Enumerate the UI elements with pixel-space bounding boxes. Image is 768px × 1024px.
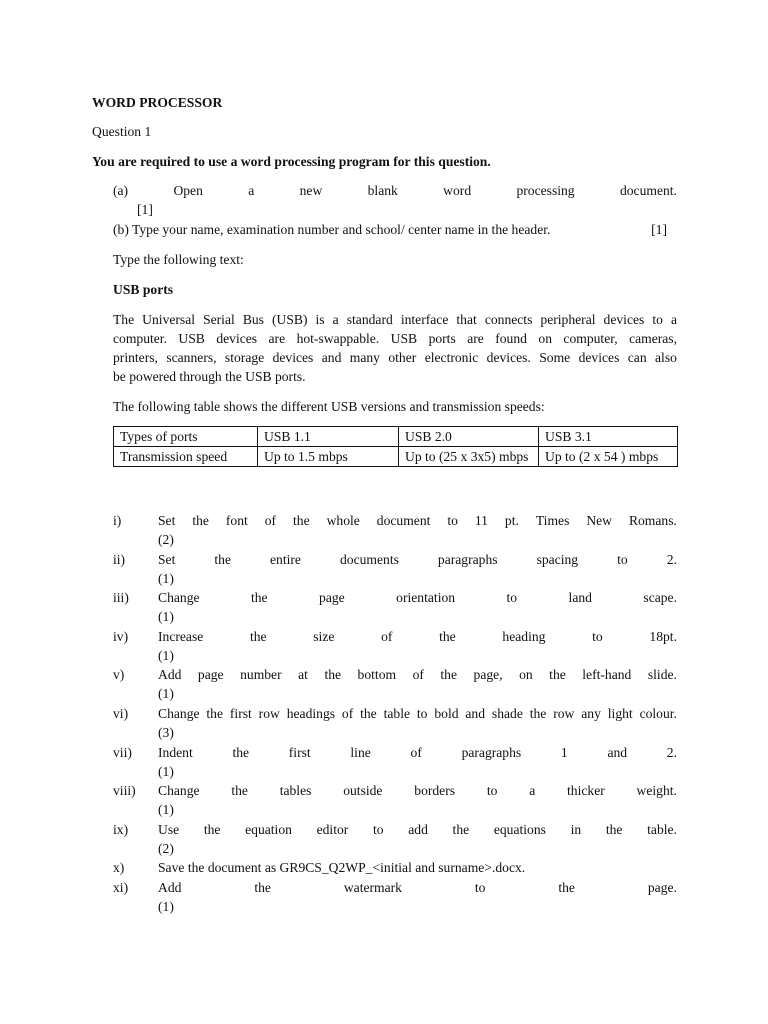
word: other (388, 350, 417, 365)
word: documents (339, 551, 399, 567)
task-item (113, 781, 677, 820)
word: bottom (357, 667, 397, 683)
word: of (412, 667, 424, 683)
word: devices (272, 350, 314, 365)
task-list (113, 511, 677, 917)
word: found (495, 331, 527, 346)
word: connects (484, 312, 533, 327)
paragraph-line (113, 310, 677, 329)
word: Set (158, 551, 176, 567)
word: left-hand (582, 667, 632, 683)
word: document (376, 513, 431, 528)
word: the (206, 705, 224, 721)
word: Add (158, 667, 182, 683)
word: 2. (666, 744, 677, 760)
word: devices (603, 312, 645, 327)
task-text (158, 820, 677, 858)
word: are (268, 331, 286, 346)
task-text: Save the document as GR9CS_Q2WP_<initial and surname>.docx. (158, 860, 526, 876)
word: page (197, 667, 224, 683)
word: computer. (113, 331, 167, 346)
word: Indent (158, 744, 193, 760)
word: page (319, 590, 345, 606)
table-cell: Transmission speed (114, 447, 258, 467)
task-item (113, 550, 677, 589)
word: row (258, 705, 280, 721)
table-caption: The following table shows the different USB versions and transmission speeds: (113, 399, 545, 414)
task-item (113, 665, 677, 704)
word: thicker (567, 783, 605, 799)
paragraph-line (113, 348, 677, 367)
table-cell: USB 1.1 (258, 427, 399, 447)
word: line (350, 744, 371, 760)
task-text (158, 627, 677, 665)
word: to (617, 551, 628, 567)
word: of (264, 513, 277, 528)
word: equations (493, 821, 546, 837)
word: the (231, 783, 248, 799)
task-marks: (3) (158, 724, 174, 740)
word: shade (491, 705, 523, 721)
paragraph-line (113, 329, 677, 348)
word: to (506, 590, 518, 606)
table-cell: Up to (25 x 3x5) mbps (399, 447, 539, 467)
word: in (570, 821, 582, 837)
word: Some (539, 350, 571, 365)
word: table. (647, 821, 677, 837)
table-cell: Up to 1.5 mbps (258, 447, 399, 467)
word: Add (158, 879, 182, 895)
word: to (486, 783, 498, 799)
word: the (250, 590, 268, 606)
word: spacing (536, 551, 579, 567)
word: a (332, 312, 339, 327)
part-b (113, 220, 677, 239)
part-a (113, 181, 677, 219)
word: number (240, 667, 282, 683)
word: the (254, 879, 271, 895)
word: the (360, 705, 377, 721)
word: paragraphs (461, 744, 522, 760)
part-a-word: Open (173, 183, 203, 198)
word: first (288, 744, 311, 760)
word: the (324, 667, 342, 683)
word: USB (178, 331, 205, 346)
task-number: iv) (113, 628, 129, 644)
word: devices (578, 350, 620, 365)
question-label: Question 1 (92, 124, 152, 139)
word: USB (390, 331, 418, 346)
word: and (607, 744, 628, 760)
table-cell: Up to (2 x 54 ) mbps (539, 447, 678, 467)
word: is (315, 312, 325, 327)
task-text (158, 878, 677, 916)
task-marks: (1) (158, 647, 174, 663)
word: the (293, 513, 310, 528)
word: Change (158, 590, 200, 606)
part-a-word: blank (367, 183, 398, 198)
part-a-word: document. (619, 183, 677, 198)
word: printers, (113, 350, 158, 365)
word: can (627, 350, 647, 365)
word: Times (535, 513, 570, 528)
task-number: ix) (113, 821, 129, 837)
word: land (568, 590, 592, 606)
word: 11 (474, 513, 488, 528)
word: and (321, 350, 342, 365)
part-a-label: (a) (113, 183, 129, 198)
word: Romans. (628, 513, 677, 528)
task-text (158, 704, 677, 742)
word: font (225, 513, 248, 528)
word: the (558, 879, 575, 895)
part-a-word: word (443, 183, 472, 198)
paragraph-line: be powered through the USB ports. (113, 369, 306, 384)
word: first (229, 705, 252, 721)
task-number: v) (113, 667, 125, 683)
word: the (232, 744, 250, 760)
word: on (538, 331, 552, 346)
word: size (313, 628, 335, 644)
word: heading (502, 628, 546, 644)
part-a-line (113, 181, 677, 200)
task-number: ii) (113, 551, 126, 567)
usb-paragraph (113, 310, 677, 386)
word: the (214, 551, 231, 567)
task-number: viii) (113, 783, 136, 799)
word: of (341, 705, 354, 721)
word: the (549, 667, 566, 683)
word: ports (428, 331, 456, 346)
word: The (113, 312, 135, 327)
word: page, (473, 667, 503, 683)
word: the (605, 821, 623, 837)
task-marks: (2) (158, 840, 174, 856)
word: also (655, 350, 677, 365)
word: watermark (343, 879, 402, 895)
word: tables (279, 783, 312, 799)
word: storage (224, 350, 265, 365)
word: the (192, 513, 209, 528)
word: electronic (424, 350, 479, 365)
task-item (113, 511, 677, 550)
word: a (670, 312, 677, 327)
word: headings (286, 705, 336, 721)
task-number: xi) (113, 879, 129, 895)
word: to (447, 513, 458, 528)
word: page. (647, 879, 677, 895)
task-marks: (1) (158, 802, 174, 818)
word: paragraphs (437, 551, 498, 567)
task-text (158, 550, 677, 588)
word: equation (245, 821, 292, 837)
word: the (440, 667, 458, 683)
task-item (113, 820, 677, 859)
word: cameras, (629, 331, 677, 346)
word: scanners, (166, 350, 217, 365)
word: devices (216, 331, 258, 346)
word: that (456, 312, 477, 327)
word: Change (158, 705, 200, 721)
word: table (383, 705, 411, 721)
part-a-word: new (299, 183, 323, 198)
word: at (298, 667, 308, 683)
word: outside (343, 783, 383, 799)
task-text (158, 781, 677, 819)
task-item (113, 704, 677, 743)
document-title: WORD PROCESSOR (92, 95, 223, 110)
part-a-word: processing (516, 183, 575, 198)
usb-heading: USB ports (113, 282, 174, 297)
table-cell: Types of ports (114, 427, 258, 447)
word: are (467, 331, 484, 346)
word: 2. (666, 551, 677, 567)
word: light (607, 705, 633, 721)
task-item (113, 743, 677, 782)
word: Increase (158, 628, 204, 644)
part-b-marks: [1] (651, 222, 667, 237)
word: to (474, 879, 486, 895)
task-number: iii) (113, 590, 129, 606)
word: Set (158, 513, 176, 528)
word: the (529, 705, 547, 721)
word: to (652, 312, 663, 327)
part-b-text: (b) Type your name, examination number and school/ center name in the header. (113, 222, 551, 237)
word: New (586, 513, 612, 528)
task-item (113, 878, 677, 917)
task-item (113, 588, 677, 627)
task-marks: (2) (158, 532, 174, 547)
word: to (372, 821, 384, 837)
word: computer, (563, 331, 618, 346)
task-text (158, 511, 677, 549)
word: interface (400, 312, 449, 327)
word: the (439, 628, 456, 644)
word: editor (316, 821, 349, 837)
word: scape. (643, 590, 677, 606)
table-cell: USB 2.0 (399, 427, 539, 447)
word: of (410, 744, 422, 760)
task-item (113, 627, 677, 666)
word: a (529, 783, 536, 799)
word: standard (346, 312, 393, 327)
word: on (519, 667, 533, 683)
task-marks: (1) (158, 763, 174, 779)
word: hot-swappable. (296, 331, 380, 346)
word: any (581, 705, 601, 721)
word: weight. (636, 783, 677, 799)
word: row (553, 705, 575, 721)
task-text (158, 665, 677, 703)
task-number: vi) (113, 705, 129, 721)
word: to (592, 628, 603, 644)
word: and (465, 705, 486, 721)
word: slide. (647, 667, 677, 683)
word: Bus (242, 312, 264, 327)
word: entire (270, 551, 301, 567)
task-marks: (1) (158, 570, 174, 586)
part-a-word: a (248, 183, 255, 198)
task-number: i) (113, 513, 122, 528)
table-row (114, 447, 678, 467)
word: the (249, 628, 267, 644)
word: pt. (504, 513, 519, 528)
word: add (408, 821, 428, 837)
word: many (349, 350, 380, 365)
part-a-marks: [1] (137, 202, 153, 217)
task-marks: (1) (158, 898, 174, 914)
word: bold (434, 705, 459, 721)
usb-table (113, 426, 678, 467)
word: (USB) (272, 312, 308, 327)
task-number: x) (113, 860, 125, 876)
word: peripheral (540, 312, 596, 327)
word: Use (158, 821, 180, 837)
word: whole (326, 513, 360, 528)
instruction-text: You are required to use a word processing program for this question. (92, 154, 491, 169)
table-cell: USB 3.1 (539, 427, 678, 447)
task-item (113, 858, 677, 878)
task-marks: (1) (158, 686, 174, 702)
part-b-line (113, 220, 677, 239)
task-marks: (1) (158, 609, 174, 625)
word: borders (414, 783, 456, 799)
word: the (203, 821, 221, 837)
word: the (452, 821, 470, 837)
word: orientation (396, 590, 456, 606)
word: colour. (639, 705, 677, 721)
word: 18pt. (649, 628, 677, 644)
table-header-row (114, 427, 678, 447)
word: Universal (142, 312, 196, 327)
task-text (158, 743, 677, 781)
task-text (158, 588, 677, 626)
word: of (381, 628, 393, 644)
word: to (416, 705, 428, 721)
type-following-label: Type the following text: (113, 252, 244, 267)
word: Serial (203, 312, 235, 327)
word: 1 (560, 744, 568, 760)
word: devices. (486, 350, 531, 365)
word: Change (158, 783, 200, 799)
task-number: vii) (113, 744, 132, 760)
